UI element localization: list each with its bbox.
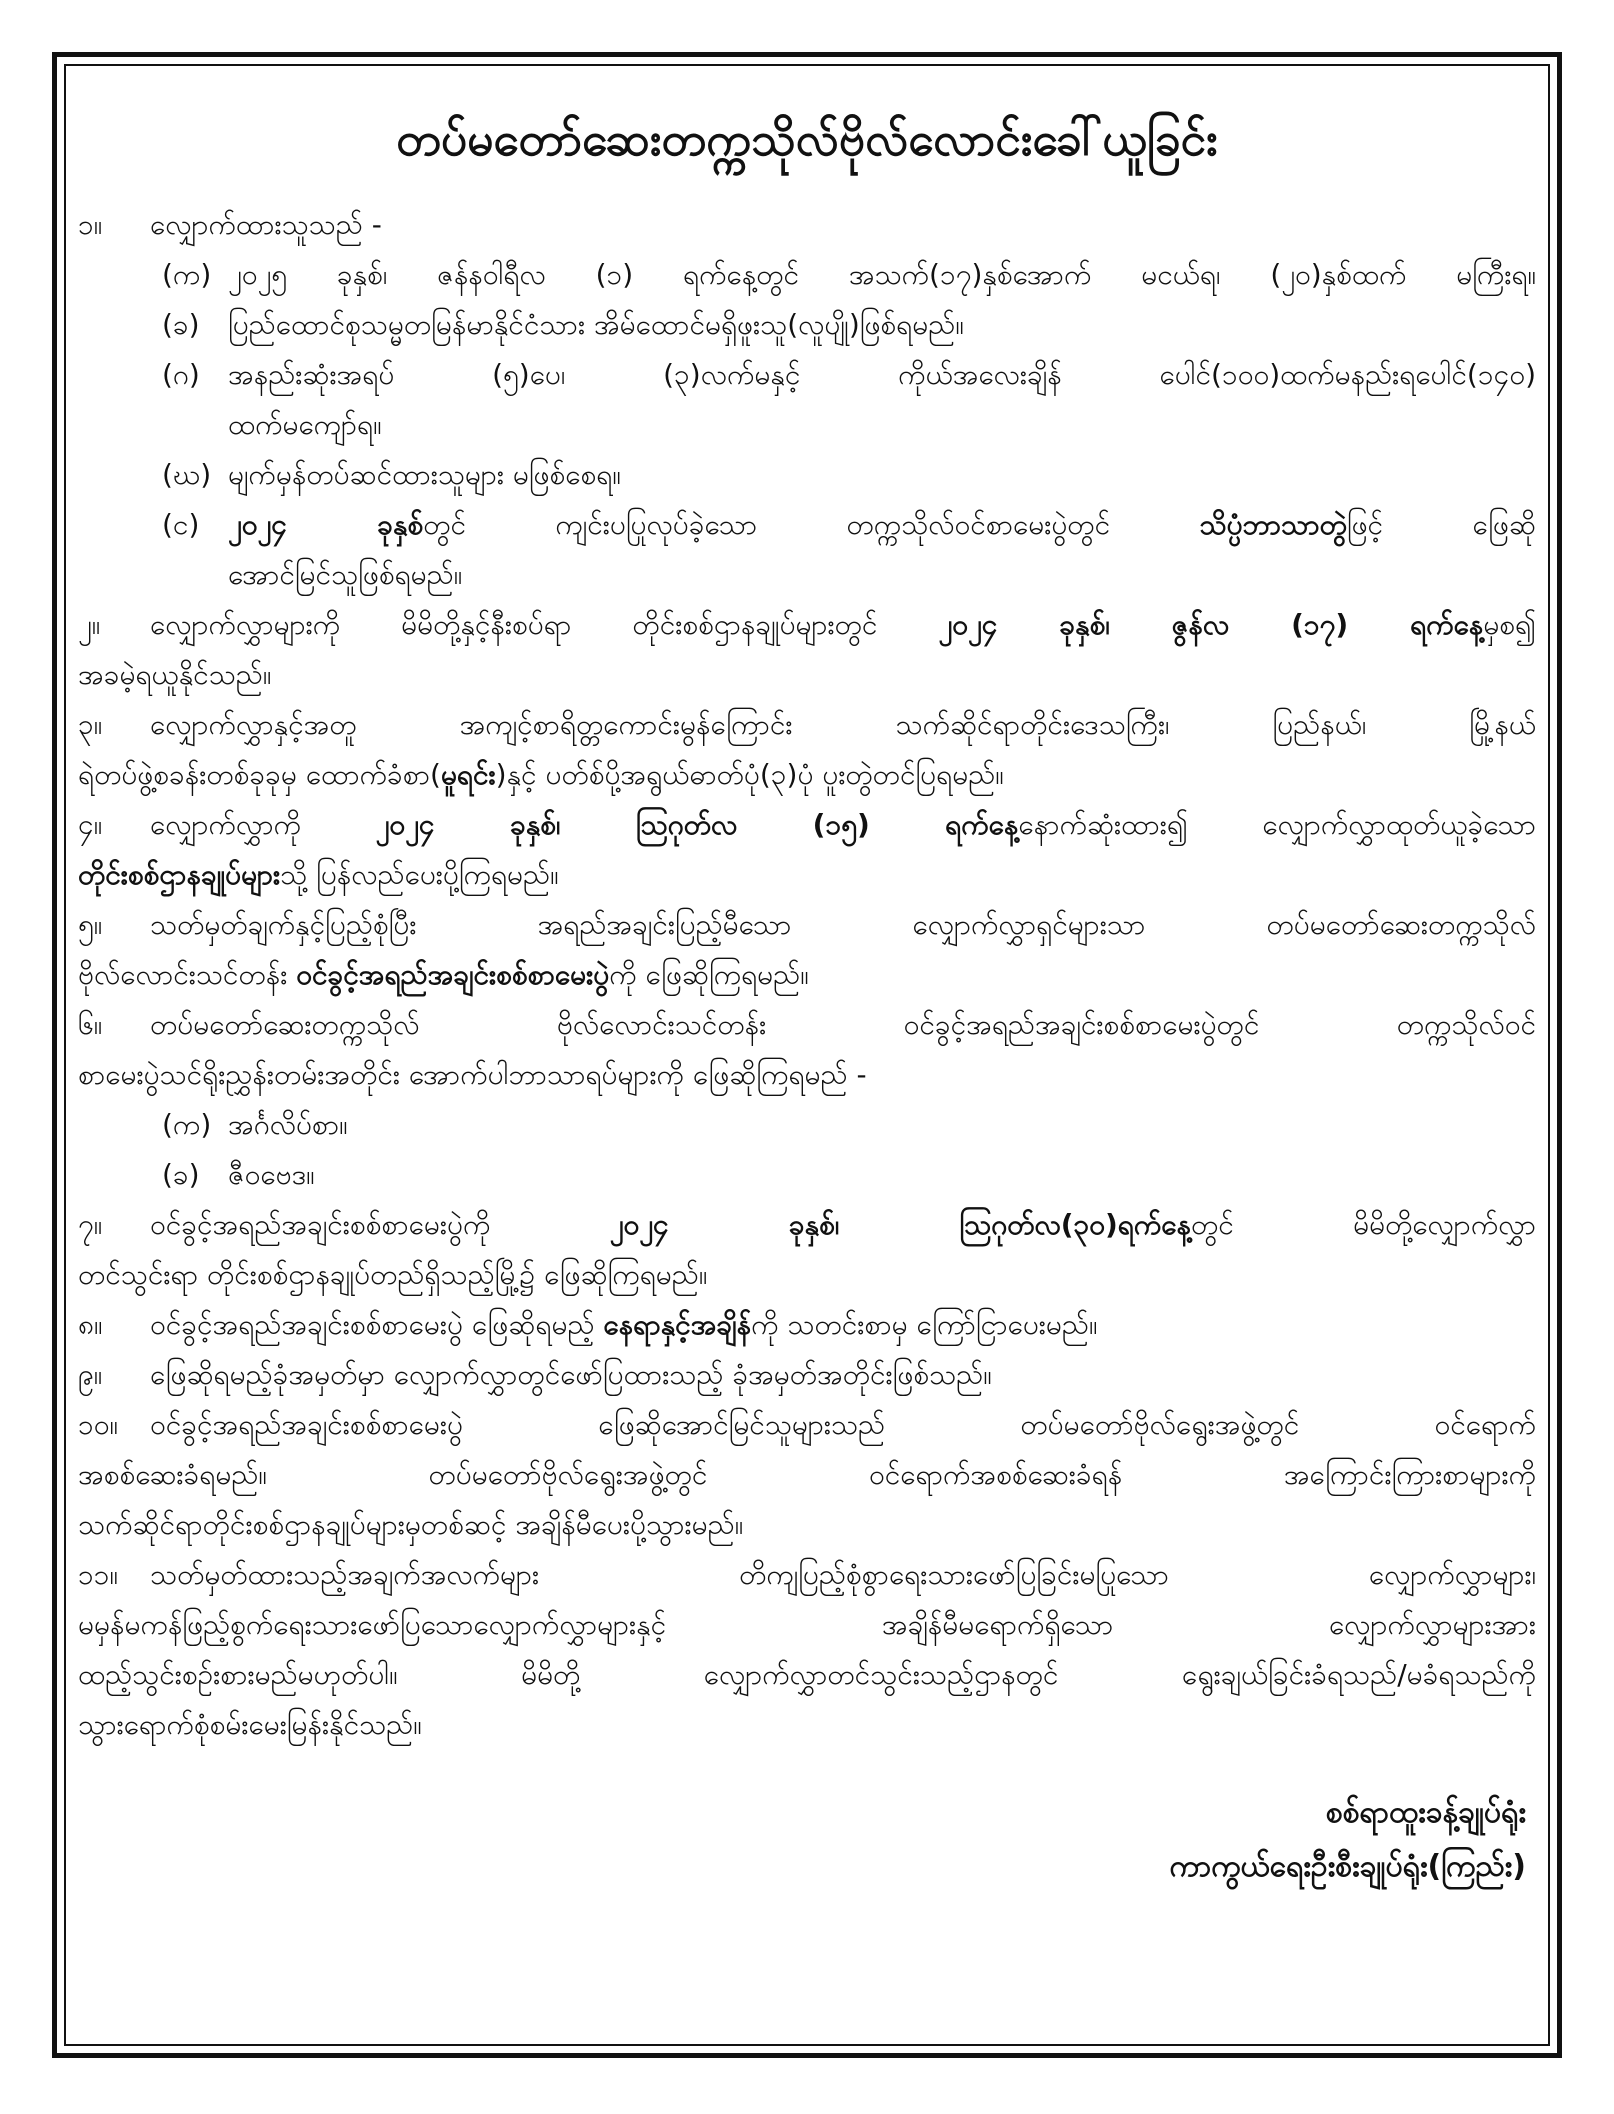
paragraph-number: ၆။ bbox=[78, 1007, 103, 1041]
bold-text: မူရင်း bbox=[440, 757, 496, 791]
item-text: တွင် ကျင်းပပြုလုပ်ခဲ့သော တက္ကသိုလ်ဝင်စာမေးပွဲတွင် bbox=[423, 507, 1111, 541]
paragraph-text: ဝင်ခွင့်အရည်အချင်းစစ်စာမေးပွဲ ဖြေဆိုရမည့် bbox=[150, 1307, 595, 1341]
item-marker: (က) bbox=[162, 257, 212, 291]
item-marker: (ခ) bbox=[162, 1157, 200, 1191]
notice-content bbox=[78, 78, 1536, 2038]
item-text: အနည်းဆုံးအရပ် (၅)ပေ၊ (၃)လက်မနှင့် ကိုယ်အလေးချိန် ပေါင်(၁၀၀)ထက်မနည်းရပေါင်(၁၄၀) bbox=[228, 357, 1536, 391]
paragraph-text: သက်ဆိုင်ရာတိုင်းစစ်ဌာနချုပ်များမှတစ်ဆင့် အချိန်မီပေးပို့သွားမည်။ bbox=[78, 1507, 744, 1541]
bold-text: ၂၀၂၄ ခုနှစ်၊ ဩဂုတ်လ(၃၀)ရက်နေ့ bbox=[609, 1207, 1191, 1241]
paragraph-text: ကို သတင်းစာမှ ကြော်ငြာပေးမည်။ bbox=[751, 1307, 1098, 1341]
paragraph-text: ဝင်ခွင့်အရည်အချင်းစစ်စာမေးပွဲကို bbox=[150, 1207, 491, 1241]
paragraph-number: ၂။ bbox=[78, 607, 101, 641]
paragraph-number: ၅။ bbox=[78, 907, 103, 941]
paragraph-text: ကို ဖြေဆိုကြရမည်။ bbox=[609, 957, 809, 991]
paragraph-6-continued bbox=[78, 1050, 1536, 1100]
paragraph-number: ၄။ bbox=[78, 807, 103, 841]
paragraph-number: ၁။ bbox=[78, 207, 103, 241]
item-6a bbox=[78, 1100, 1536, 1150]
item-text: မျက်မှန်တပ်ဆင်ထားသူများ မဖြစ်စေရ။ bbox=[228, 457, 621, 491]
paragraph-number: ၇။ bbox=[78, 1207, 103, 1241]
item-marker: (ခ) bbox=[162, 307, 200, 341]
paragraph-10-line-3 bbox=[78, 1500, 1536, 1550]
paragraph-text: ထည့်သွင်းစဉ်းစားမည်မဟုတ်ပါ။ မိမိတို့ လျှောက်လွှာတင်သွင်းသည့်ဌာနတွင် ရွေးချယ်ခြင်းခံရသည်/မခံရသည်ကို bbox=[78, 1657, 1536, 1691]
paragraph-text: လျှောက်လွှာနှင့်အတူ အကျင့်စာရိတ္တကောင်းမွန်ကြောင်း သက်ဆိုင်ရာတိုင်းဒေသကြီး၊ ပြည်နယ်၊ မြို့နယ် bbox=[150, 707, 1536, 741]
paragraph-text: )နှင့် ပတ်စ်ပို့အရွယ်ဓာတ်ပုံ(၃)ပုံ ပူးတွဲတင်ပြရမည်။ bbox=[495, 757, 1004, 791]
paragraph-10 bbox=[78, 1400, 1536, 1450]
paragraph-4-continued bbox=[78, 850, 1536, 900]
item-text: အောင်မြင်သူဖြစ်ရမည်။ bbox=[228, 557, 463, 591]
paragraph-text: စာမေးပွဲသင်ရိုးညွှန်းတမ်းအတိုင်း အောက်ပါဘာသာရပ်များကို ဖြေဆိုကြရမည် - bbox=[78, 1057, 867, 1091]
item-1a bbox=[78, 250, 1536, 300]
item-text: ထက်မကျော်ရ။ bbox=[228, 407, 382, 441]
paragraph-11-line-4 bbox=[78, 1700, 1536, 1750]
notice-title: တပ်မတော်ဆေးတက္ကသိုလ်ဗိုလ်လောင်းခေါ်ယူခြင်း bbox=[396, 112, 1218, 166]
signature-office: စစ်ရာထူးခန့်ချုပ်ရုံး bbox=[1325, 1794, 1526, 1830]
signature-department: ကာကွယ်ရေးဦးစီးချုပ်ရုံး(ကြည်း) bbox=[1169, 1848, 1526, 1884]
bold-text: နေရာနှင့်အချိန် bbox=[603, 1307, 752, 1341]
paragraph-text: တွင် မိမိတို့လျှောက်လွှာ bbox=[1190, 1207, 1536, 1241]
paragraph-number: ၁၀။ bbox=[78, 1407, 118, 1441]
item-1e bbox=[78, 500, 1536, 550]
item-text: ပြည်ထောင်စုသမ္မတမြန်မာနိုင်ငံသား အိမ်ထောင်မရှိဖူးသူ(လူပျို)ဖြစ်ရမည်။ bbox=[228, 307, 964, 341]
bold-text: ၂၀၂၄ ခုနှစ်၊ ဇွန်လ (၁၇) ရက်နေ့ bbox=[938, 607, 1484, 641]
item-marker: (ဂ) bbox=[162, 357, 200, 391]
paragraph-text: တပ်မတော်ဆေးတက္ကသိုလ် ဗိုလ်လောင်းသင်တန်း ဝင်ခွင့်အရည်အချင်းစစ်စာမေးပွဲတွင် တက္ကသိုလ်ဝင် bbox=[150, 1007, 1536, 1041]
bold-text: ၂၀၂၄ ခုနှစ် bbox=[228, 507, 424, 541]
paragraph-2-continued bbox=[78, 650, 1536, 700]
item-text: ဖြင့် ဖြေဆို bbox=[1346, 507, 1536, 541]
item-text: အင်္ဂလိပ်စာ။ bbox=[228, 1107, 348, 1141]
paragraph-2 bbox=[78, 600, 1536, 650]
item-6b bbox=[78, 1150, 1536, 1200]
paragraph-5 bbox=[78, 900, 1536, 950]
paragraph-number: ၁၁။ bbox=[78, 1557, 118, 1591]
bold-text: တိုင်းစစ်ဌာနချုပ်များ bbox=[78, 857, 281, 891]
paragraph-number: ၈။ bbox=[78, 1307, 103, 1341]
paragraph-text: မမှန်မကန်ဖြည့်စွက်ရေးသားဖော်ပြသောလျှောက်လွှာများနှင့် အချိန်မီမရောက်ရှိသော လျှောက်လွှာများအား bbox=[78, 1607, 1536, 1641]
paragraph-11-line-2 bbox=[78, 1600, 1536, 1650]
paragraph-text: လျှောက်လွှာများကို မိမိတို့နှင့်နီးစပ်ရာ တိုင်းစစ်ဌာနချုပ်များတွင် bbox=[150, 607, 878, 641]
paragraph-text: နောက်ဆုံးထား၍ လျှောက်လွှာထုတ်ယူခဲ့သော bbox=[1018, 807, 1536, 841]
item-1c-continued bbox=[78, 400, 1536, 450]
paragraph-text: ဗိုလ်လောင်းသင်တန်း bbox=[78, 957, 288, 991]
paragraph-text: ဝင်ခွင့်အရည်အချင်းစစ်စာမေးပွဲ ဖြေဆိုအောင်မြင်သူများသည် တပ်မတော်ဗိုလ်ရွေးအဖွဲ့တွင် ဝင်ရောက် bbox=[150, 1407, 1536, 1441]
paragraph-text: တင်သွင်းရာ တိုင်းစစ်ဌာနချုပ်တည်ရှိသည့်မြို့၌ ဖြေဆိုကြရမည်။ bbox=[78, 1257, 708, 1291]
item-1e-continued bbox=[78, 550, 1536, 600]
paragraph-text: သို့ ပြန်လည်ပေးပို့ကြရမည်။ bbox=[280, 857, 559, 891]
paragraph-6 bbox=[78, 1000, 1536, 1050]
paragraph-text: လျှောက်လွှာကို bbox=[150, 807, 302, 841]
bold-text: ၂၀၂၄ ခုနှစ်၊ ဩဂုတ်လ (၁၅) ရက်နေ့ bbox=[375, 807, 1019, 841]
paragraph-text: မှစ၍ bbox=[1483, 607, 1536, 641]
paragraph-text: လျှောက်ထားသူသည် - bbox=[150, 207, 382, 241]
paragraph-number: ၃။ bbox=[78, 707, 103, 741]
signature-block bbox=[78, 1786, 1536, 1894]
paragraph-10-line-2 bbox=[78, 1450, 1536, 1500]
paragraph-text: အခမဲ့ရယူနိုင်သည်။ bbox=[78, 657, 272, 691]
paragraph-7-continued bbox=[78, 1250, 1536, 1300]
item-marker: (ဃ) bbox=[162, 457, 212, 491]
paragraph-9 bbox=[78, 1350, 1536, 1400]
paragraph-4 bbox=[78, 800, 1536, 850]
paragraph-11-line-3 bbox=[78, 1650, 1536, 1700]
paragraph-3 bbox=[78, 700, 1536, 750]
item-text: ၂၀၂၅ ခုနှစ်၊ ဇန်နဝါရီလ (၁) ရက်နေ့တွင် အသက်(၁၇)နှစ်အောက် မငယ်ရ၊ (၂၀)နှစ်ထက် မကြီးရ။ bbox=[228, 257, 1536, 291]
paragraph-3-continued bbox=[78, 750, 1536, 800]
paragraph-text: ရဲတပ်ဖွဲ့စခန်းတစ်ခုခုမှ ထောက်ခံစာ( bbox=[78, 757, 441, 791]
item-1c bbox=[78, 350, 1536, 400]
item-1b bbox=[78, 300, 1536, 350]
paragraph-text: သတ်မှတ်ချက်နှင့်ပြည့်စုံပြီး အရည်အချင်းပြည့်မီသော လျှောက်လွှာရှင်များသာ တပ်မတော်ဆေးတက္ကသိုလ် bbox=[150, 907, 1536, 941]
paragraph-number: ၉။ bbox=[78, 1357, 103, 1391]
paragraph-7 bbox=[78, 1200, 1536, 1250]
bold-text: သိပ္ပံဘာသာတွဲ bbox=[1199, 507, 1347, 541]
paragraph-text: သတ်မှတ်ထားသည့်အချက်အလက်များ တိကျပြည့်စုံစွာရေးသားဖော်ပြခြင်းမပြုသော လျှောက်လွှာများ၊ bbox=[150, 1557, 1536, 1591]
paragraph-5-continued bbox=[78, 950, 1536, 1000]
bold-text: ဝင်ခွင့်အရည်အချင်းစစ်စာမေးပွဲ bbox=[296, 957, 610, 991]
paragraph-8 bbox=[78, 1300, 1536, 1350]
paragraph-text: ဖြေဆိုရမည့်ခုံအမှတ်မှာ လျှောက်လွှာတွင်ဖော်ပြထားသည့် ခုံအမှတ်အတိုင်းဖြစ်သည်။ bbox=[150, 1357, 992, 1391]
item-marker: (င) bbox=[162, 507, 200, 541]
item-1d bbox=[78, 450, 1536, 500]
item-text: ဇီဝဗေဒ။ bbox=[228, 1157, 315, 1191]
paragraph-11 bbox=[78, 1550, 1536, 1600]
item-marker: (က) bbox=[162, 1107, 212, 1141]
paragraph-1-heading bbox=[78, 200, 1536, 250]
paragraph-text: အစစ်ဆေးခံရမည်။ တပ်မတော်ဗိုလ်ရွေးအဖွဲ့တွင် ဝင်ရောက်အစစ်ဆေးခံရန် အကြောင်းကြားစာများကို bbox=[78, 1457, 1536, 1491]
paragraph-text: သွားရောက်စုံစမ်းမေးမြန်းနိုင်သည်။ bbox=[78, 1707, 422, 1741]
